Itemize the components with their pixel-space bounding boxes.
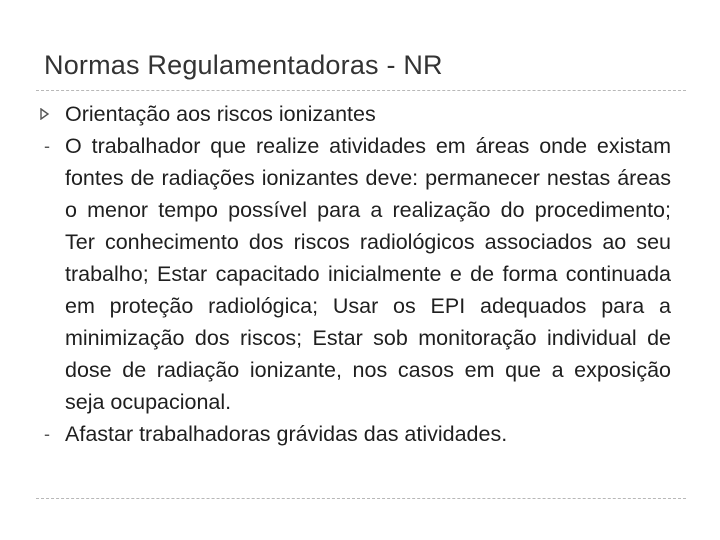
dash-marker: -: [44, 136, 50, 156]
list-item-text: Afastar trabalhadoras grávidas das atividades.: [65, 422, 508, 446]
list-item: [0, 130, 671, 418]
dash-marker: -: [44, 424, 50, 444]
footer-divider: [36, 498, 686, 499]
list-item-text: O trabalhador que realize atividades em áreas onde existam fontes de radiações ionizantes deve: permanecer nestas áreas o menor tempo possível para a realização do procedimento; Ter conhecimento dos riscos radiológicos associados ao seu trabalho; Estar capacitado inicialmente e de forma continuada em proteção radiológica; Usar os EPI adequados para a minimização dos riscos; Estar sob monitoração individual de dose de radiação ionizante, nos casos em que a exposição seja ocupacional.: [65, 134, 671, 414]
bullet-list: [0, 98, 720, 450]
list-item-text: Orientação aos riscos ionizantes: [65, 102, 376, 126]
list-item: [0, 418, 671, 450]
list-item: [0, 98, 671, 130]
arrow-bullet-icon: [40, 98, 58, 130]
title-divider: [36, 90, 686, 91]
slide-title: Normas Regulamentadoras - NR: [44, 50, 443, 80]
